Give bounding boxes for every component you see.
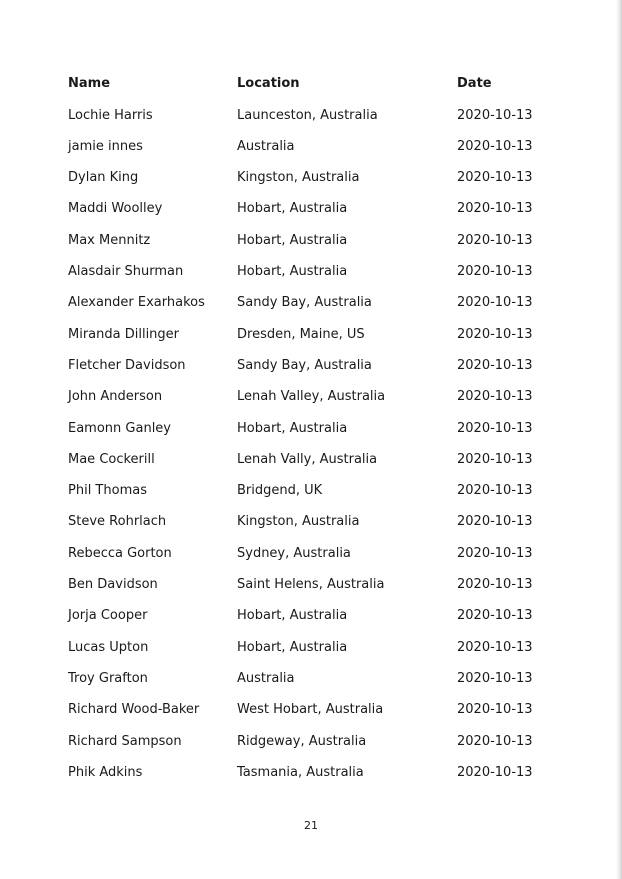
cell-location: Launceston, Australia: [237, 107, 378, 123]
cell-location: Lenah Valley, Australia: [237, 389, 386, 405]
table-row: [0, 573, 622, 597]
cell-name: Lucas Upton: [68, 639, 149, 655]
cell-location: Australia: [237, 138, 295, 154]
table-row: [0, 667, 622, 691]
table-row: [0, 636, 622, 660]
cell-date: 2020-10-13: [457, 577, 533, 592]
cell-date: 2020-10-13: [457, 764, 533, 780]
cell-name: Max Mennitz: [68, 232, 151, 248]
cell-location: West Hobart, Australia: [237, 702, 384, 718]
cell-location: Sandy Bay, Australia: [237, 295, 372, 311]
table-row: [0, 354, 622, 378]
page-number: 21: [304, 819, 318, 832]
table-row: [0, 166, 622, 190]
cell-date: 2020-10-13: [457, 514, 533, 530]
table-row: [0, 385, 622, 409]
table-row: [0, 542, 622, 566]
cell-name: Jorja Cooper: [68, 608, 148, 624]
cell-date: 2020-10-13: [457, 326, 533, 342]
table-header: [0, 72, 622, 96]
table-row: [0, 197, 622, 221]
cell-name: Troy Grafton: [68, 670, 148, 686]
cell-date: 2020-10-13: [457, 389, 533, 405]
table-row: [0, 510, 622, 534]
cell-date: 2020-10-13: [457, 545, 533, 561]
cell-date: 2020-10-13: [457, 702, 533, 718]
cell-location: Tasmania, Australia: [237, 764, 364, 780]
cell-date: 2020-10-13: [457, 107, 533, 123]
cell-name: Phik Adkins: [68, 764, 143, 780]
cell-name: Lochie Harris: [68, 107, 153, 123]
cell-date: 2020-10-13: [457, 639, 533, 655]
cell-location: Hobart, Australia: [237, 232, 348, 248]
cell-location: Sandy Bay, Australia: [237, 357, 372, 373]
cell-date: 2020-10-13: [457, 170, 533, 186]
cell-name: Richard Wood-Baker: [68, 702, 200, 718]
table-row: [0, 448, 622, 472]
table-row: [0, 323, 622, 347]
cell-location: Ridgeway, Australia: [237, 733, 367, 749]
cell-date: 2020-10-13: [457, 264, 533, 279]
cell-date: 2020-10-13: [457, 295, 533, 311]
cell-date: 2020-10-13: [457, 733, 533, 749]
cell-location: Kingston, Australia: [237, 170, 360, 186]
cell-name: Alexander Exarhakos: [68, 295, 205, 311]
table-row: [0, 698, 622, 722]
table-row: [0, 260, 622, 284]
cell-name: Rebecca Gorton: [68, 545, 172, 561]
cell-date: 2020-10-13: [457, 670, 533, 686]
header-name: Name: [68, 76, 111, 91]
cell-location: Hobart, Australia: [237, 420, 348, 436]
cell-location: Sydney, Australia: [237, 545, 351, 561]
cell-location: Australia: [237, 670, 295, 686]
cell-date: 2020-10-13: [457, 608, 533, 624]
cell-name: Ben Davidson: [68, 577, 158, 592]
cell-location: Hobart, Australia: [237, 264, 348, 279]
table-row: [0, 229, 622, 253]
cell-name: John Anderson: [68, 389, 163, 405]
cell-date: 2020-10-13: [457, 483, 533, 499]
table-row: [0, 291, 622, 315]
header-location: Location: [237, 76, 300, 91]
cell-name: Steve Rohrlach: [68, 514, 167, 530]
cell-location: Kingston, Australia: [237, 514, 360, 530]
cell-name: Eamonn Ganley: [68, 420, 171, 436]
table-row: [0, 135, 622, 159]
cell-name: Fletcher Davidson: [68, 357, 186, 373]
cell-date: 2020-10-13: [457, 138, 533, 154]
cell-location: Hobart, Australia: [237, 201, 348, 217]
cell-name: Miranda Dillinger: [68, 326, 180, 342]
table-row: [0, 604, 622, 628]
table-row: [0, 479, 622, 503]
cell-name: jamie innes: [68, 138, 143, 154]
header-date: Date: [457, 76, 492, 91]
cell-date: 2020-10-13: [457, 232, 533, 248]
table-row: [0, 730, 622, 754]
cell-name: Dylan King: [68, 170, 139, 186]
cell-date: 2020-10-13: [457, 201, 533, 217]
cell-location: Dresden, Maine, US: [237, 326, 365, 342]
cell-date: 2020-10-13: [457, 357, 533, 373]
cell-location: Hobart, Australia: [237, 608, 348, 624]
cell-name: Mae Cockerill: [68, 451, 155, 467]
cell-name: Maddi Woolley: [68, 201, 163, 217]
cell-location: Lenah Vally, Australia: [237, 451, 378, 467]
cell-name: Alasdair Shurman: [68, 264, 184, 279]
cell-location: Bridgend, UK: [237, 483, 323, 499]
table-row: [0, 761, 622, 785]
cell-date: 2020-10-13: [457, 420, 533, 436]
cell-name: Phil Thomas: [68, 483, 147, 499]
cell-date: 2020-10-13: [457, 451, 533, 467]
cell-name: Richard Sampson: [68, 733, 182, 749]
cell-location: Saint Helens, Australia: [237, 577, 385, 592]
table-row: [0, 417, 622, 441]
table-row: [0, 104, 622, 128]
cell-location: Hobart, Australia: [237, 639, 348, 655]
